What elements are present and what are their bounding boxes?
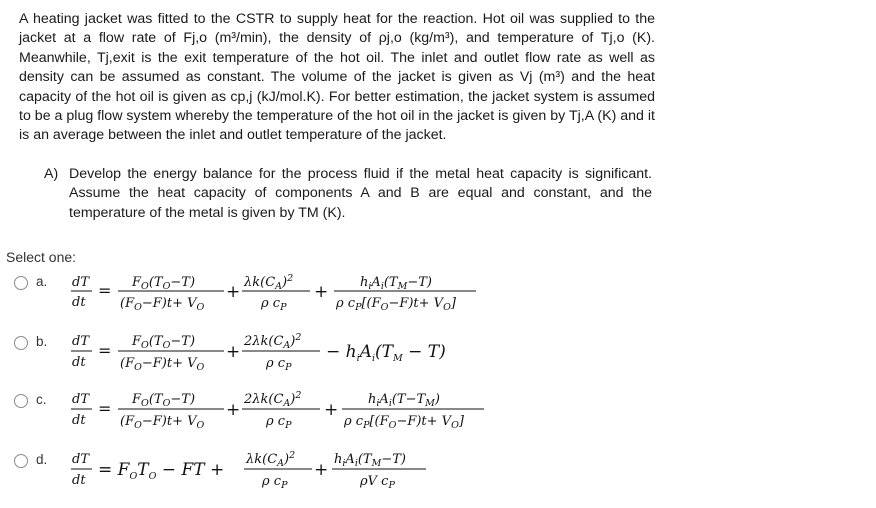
option-b-letter: b. xyxy=(36,334,48,349)
option-a[interactable] xyxy=(14,273,874,313)
svg-text:dT: dT xyxy=(72,334,89,349)
option-c[interactable] xyxy=(14,391,874,431)
question-intro: A heating jacket was fitted to the CSTR to supply heat for the reaction. Hot oil was supplied to the jacket at a flow rate of Fj,o (m³/min), the density of ρj,o (kg/m³), and temperature of Tj,o (K). Meanwhile, Tj,exit is the exit temperature of the hot oil. The inlet and outlet flow rate as well as density can be assumed as constant. The volume of the jacket is given as Vj (m³) and the heat capacity of the hot oil is given as cp,j (kJ/mol.K). For better estimation, the jacket system is assumed to be a plug flow system whereby the temperature of the hot oil in the jacket is given by Tj,A (K) and it is an average between the inlet and outlet temperature of the jacket. xyxy=(19,11,655,144)
part-label: A) xyxy=(44,166,59,182)
svg-text:ρ cP: ρ $c_P$ xyxy=(262,474,288,491)
svg-text:dt: dt xyxy=(72,355,86,370)
svg-text:ρ cP[(FO−F)t+ VO]: ρ $c_P[(F_O-F)t+ V_O]$ xyxy=(344,414,464,431)
svg-text:ρ cP[(FO−F)t+ VO]: ρ $c_P[(F_O-F)t+ V_O]$ xyxy=(336,296,456,313)
svg-text:(FO−F)t+ VO: $(F_O-F)t+ V_O$ xyxy=(120,296,205,313)
svg-text:ρV cP: ρV $c_P$ xyxy=(360,474,395,491)
option-a-equation xyxy=(14,273,514,317)
svg-text:λk(CA)2: $\lambda k(C_A)^2$ xyxy=(246,450,296,469)
svg-text:dt: dt xyxy=(72,295,86,310)
question-part-a xyxy=(44,165,652,223)
part-text: Develop the energy balance for the process fluid if the metal heat capacity is significant. Assume the heat capacity of components A and B are equal and constant, and the temperature of the metal is given by TM (K). xyxy=(69,166,652,221)
svg-text:ρ cP: ρ $c_P$ xyxy=(266,414,292,431)
option-d[interactable] xyxy=(14,451,874,491)
svg-text:dt: dt xyxy=(72,413,86,428)
svg-text:hiAi(TM−T): $h_iA_i(T_M-T)$ xyxy=(360,275,432,292)
svg-text:FO(TO−T): $F_O(T_O-T)$ xyxy=(132,334,196,351)
svg-text:FO(TO−T): $F_O(T_O-T)$ xyxy=(132,392,196,409)
svg-text:dT: dT xyxy=(72,452,89,467)
svg-text:+: + xyxy=(226,282,241,302)
select-one-prompt: Select one: xyxy=(6,249,77,265)
svg-text:ρ cP: ρ $c_P$ xyxy=(261,296,287,313)
svg-text:2λk(CA)2: $2\lambda k(C_A)^2$ xyxy=(244,332,302,351)
option-c-letter: c. xyxy=(36,392,47,407)
svg-text:+: + xyxy=(314,460,329,480)
svg-text:+: + xyxy=(226,342,241,362)
svg-text:=: = xyxy=(98,399,112,418)
svg-text:+: + xyxy=(226,400,241,420)
option-b-equation xyxy=(14,333,514,377)
option-c-equation xyxy=(14,391,514,435)
svg-text:hiAi(T−TM): $h_iA_i(T-T_M)$ xyxy=(368,392,440,409)
svg-text:=: = xyxy=(98,281,112,300)
svg-text:(FO−F)t+ VO: $(F_O-F)t+ V_O$ xyxy=(120,356,205,373)
svg-text:2λk(CA)2: $2\lambda k(C_A)^2$ xyxy=(244,390,302,409)
svg-text:(FO−F)t+ VO: $(F_O-F)t+ V_O$ xyxy=(120,414,205,431)
svg-text:hiAi(TM−T): $h_iA_i(T_M-T)$ xyxy=(334,452,406,469)
svg-text:= FOTO − FT +: = $F_OT_O$ − FT + xyxy=(98,460,225,482)
svg-text:dT: dT xyxy=(72,275,89,290)
svg-text:ρ cP: ρ $c_P$ xyxy=(266,356,292,373)
svg-text:dt: dt xyxy=(72,473,86,488)
svg-text:+: + xyxy=(324,400,339,420)
svg-text:+: + xyxy=(314,282,329,302)
option-a-letter: a. xyxy=(36,274,48,289)
svg-text:FO(TO−T): $F_O(T_O-T)$ xyxy=(132,275,196,292)
option-d-letter: d. xyxy=(36,452,48,467)
svg-text:=: = xyxy=(98,341,112,360)
svg-text:λk(CA)2: $\lambda k(C_A)^2$ xyxy=(244,273,294,292)
option-d-equation xyxy=(14,451,514,495)
option-b[interactable] xyxy=(14,333,874,373)
svg-text:dT: dT xyxy=(72,392,89,407)
svg-text:− hiAi(TM − T): − $h_iA_i(T_M - T)$ xyxy=(326,342,446,364)
